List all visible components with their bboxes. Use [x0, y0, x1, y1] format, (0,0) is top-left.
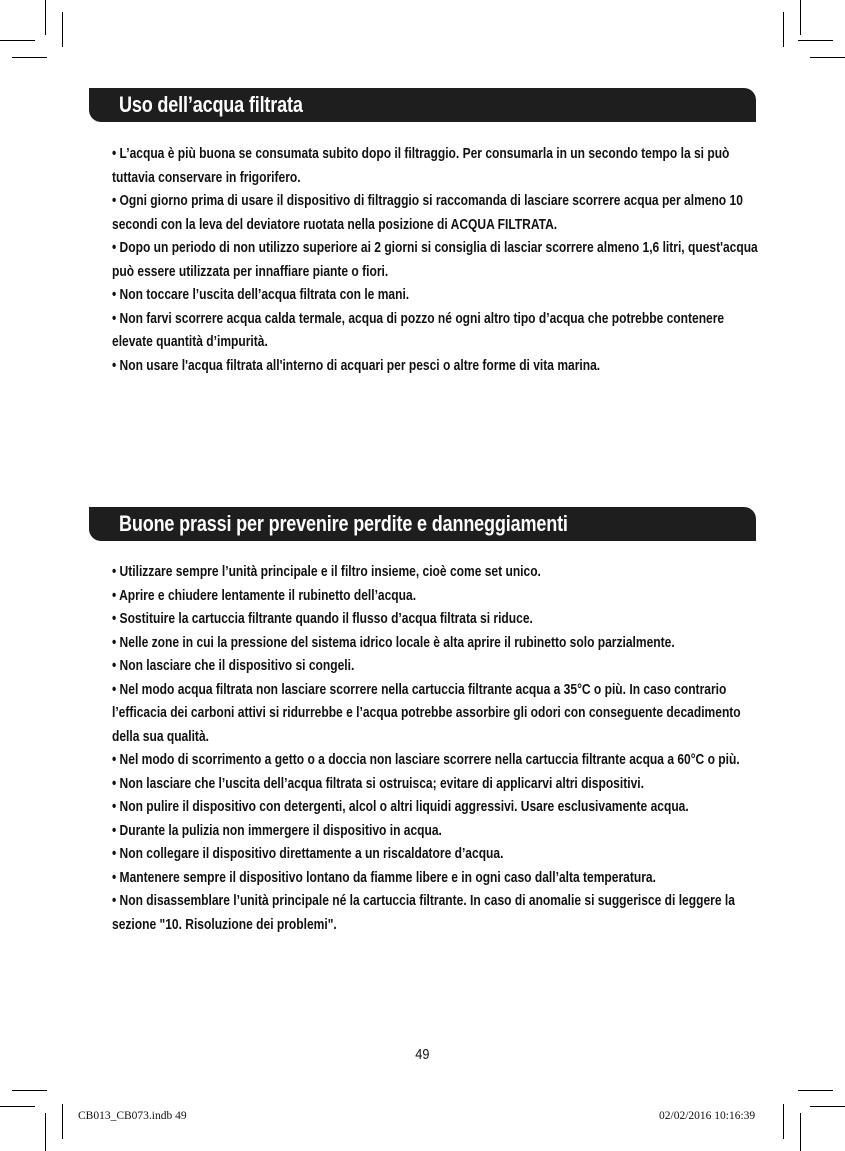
- list-item: • Non collegare il dispositivo direttamente a un riscaldatore d’acqua.: [112, 846, 504, 862]
- list-item: • Nel modo acqua filtrata non lasciare scorrere nella cartuccia filtrante acqua a 35°C o più. In caso contrario l’efficacia dei carboni attivi si ridurrebbe e l’acqua potrebbe assorbire gli odori con conseguente decadimento della sua qualità.: [112, 681, 741, 745]
- list-item: • Sostituire la cartuccia filtrante quando il flusso d’acqua filtrata si riduce.: [112, 611, 533, 627]
- crop-mark: [12, 1090, 47, 1091]
- list-item: • Aprire e chiudere lentamente il rubinetto dell’acqua.: [112, 587, 417, 604]
- bullet-list: [112, 143, 758, 378]
- list-item: • Non lasciare che il dispositivo si congeli.: [112, 658, 355, 674]
- crop-mark: [810, 1106, 845, 1107]
- section-title-banner: [89, 88, 756, 122]
- crop-mark: [0, 40, 35, 41]
- page-number: 49: [415, 1046, 430, 1063]
- section-title: Buone prassi per prevenire perdite e danneggiamenti: [119, 511, 568, 536]
- crop-mark: [798, 1090, 833, 1091]
- list-item: • Mantenere sempre il dispositivo lontano da fiamme libere e in ogni caso dall’alta temperatura.: [112, 869, 656, 886]
- footer-timestamp: 02/02/2016 10:16:39: [659, 1110, 756, 1122]
- list-item: • Non farvi scorrere acqua calda termale, acqua di pozzo né ogni altro tipo d’acqua che potrebbe contenere elevate quantità d’impurità.: [112, 310, 725, 350]
- crop-mark: [800, 1113, 801, 1151]
- list-item: • Nelle zone in cui la pressione del sistema idrico locale è alta aprire il rubinetto solo parzialmente.: [112, 634, 675, 651]
- footer-file-info: CB013_CB073.indb 49: [78, 1110, 187, 1122]
- crop-mark: [45, 0, 46, 35]
- bullet-list: [112, 561, 752, 937]
- crop-mark: [12, 57, 47, 58]
- list-item: • Non lasciare che l’uscita dell’acqua filtrata si ostruisca; evitare di applicarvi altri dispositivi.: [112, 775, 644, 792]
- list-item: • Non toccare l’uscita dell’acqua filtrata con le mani.: [112, 287, 410, 303]
- crop-mark: [0, 1106, 35, 1107]
- crop-mark: [783, 1104, 784, 1139]
- section-title: Uso dell’acqua filtrata: [119, 92, 303, 117]
- section-title-banner: [89, 507, 756, 541]
- list-item: • Non usare l'acqua filtrata all'interno di acquari per pesci o altre forme di vita marina.: [112, 357, 601, 374]
- crop-mark: [810, 57, 845, 58]
- crop-mark: [62, 12, 63, 47]
- list-item: • Utilizzare sempre l’unità principale e il filtro insieme, cioè come set unico.: [112, 564, 541, 580]
- list-item: • Nel modo di scorrimento a getto o a doccia non lasciare scorrere nella cartuccia filtrante acqua a 60°C o più.: [112, 752, 740, 768]
- crop-mark: [800, 0, 801, 35]
- crop-mark: [798, 40, 833, 41]
- list-item: • Non pulire il dispositivo con detergenti, alcol o altri liquidi aggressivi. Usare esclusivamente acqua.: [112, 799, 689, 815]
- crop-mark: [45, 1113, 46, 1151]
- list-item: • Non disassemblare l’unità principale né la cartuccia filtrante. In caso di anomalie si suggerisce di leggere la sezione "10. Risoluzione dei problemi".: [112, 893, 735, 933]
- list-item: • L’acqua è più buona se consumata subito dopo il filtraggio. Per consumarla in un secondo tempo la si può tuttavia conservare in frigorifero.: [112, 146, 730, 186]
- crop-mark: [62, 1104, 63, 1139]
- list-item: • Ogni giorno prima di usare il dispositivo di filtraggio si raccomanda di lasciare scorrere acqua per almeno 10 secondi con la leva del deviatore ruotata nella posizione di ACQUA FILTRATA.: [112, 193, 743, 233]
- crop-mark: [783, 12, 784, 47]
- list-item: • Durante la pulizia non immergere il dispositivo in acqua.: [112, 822, 442, 839]
- list-item: • Dopo un periodo di non utilizzo superiore ai 2 giorni si consiglia di lasciar scorrere almeno 1,6 litri, quest'acqua può essere utilizzata per innaffiare piante o fiori.: [112, 240, 758, 280]
